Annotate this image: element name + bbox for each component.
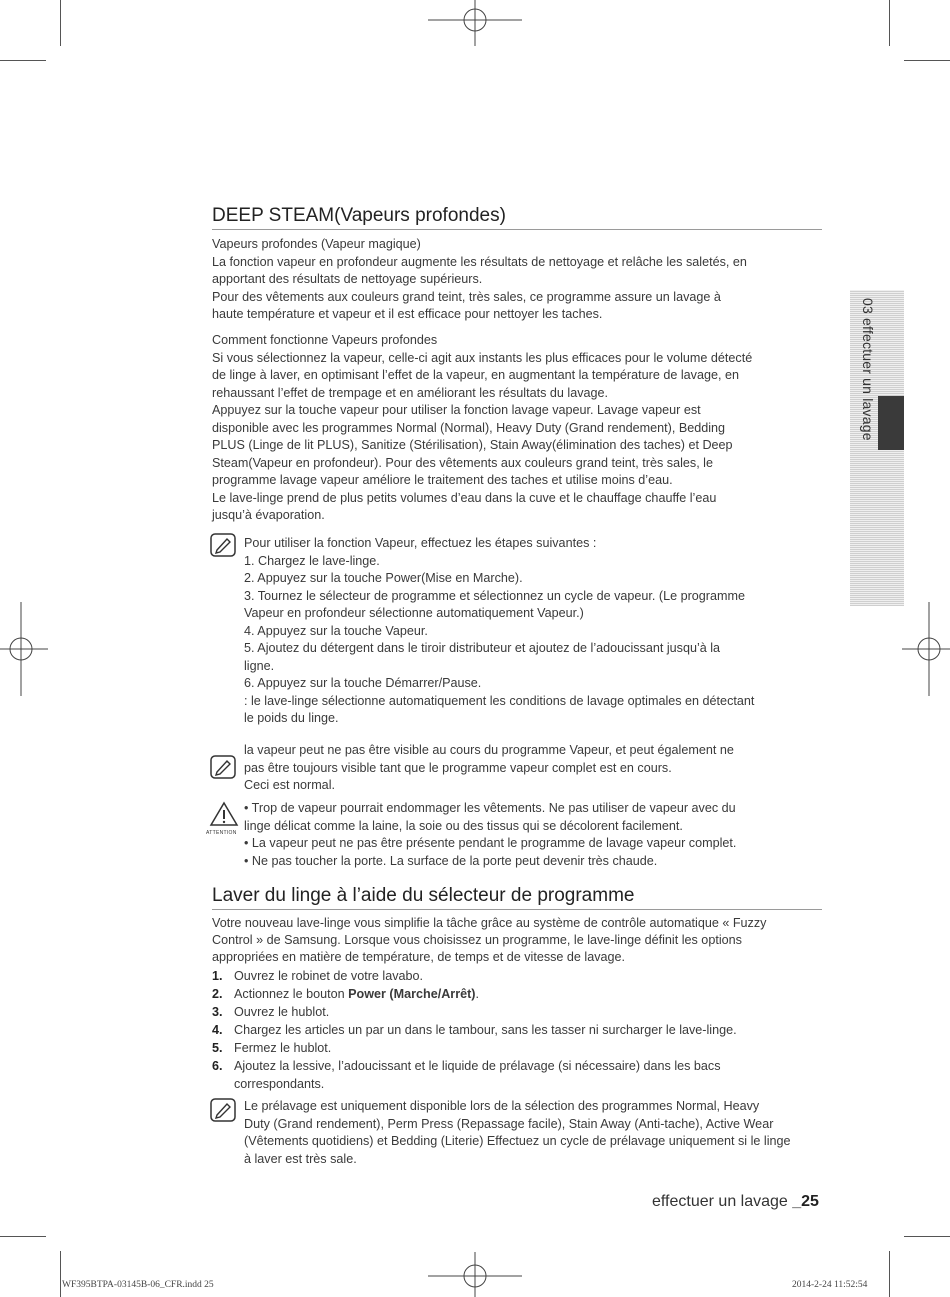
text-line: Pour utiliser la fonction Vapeur, effectuez les étapes suivantes : [244,536,597,550]
text-line: linge délicat comme la laine, la soie ou des tissus qui se décolorent facilement. [244,818,683,833]
step-number: 6. [212,1059,223,1073]
step-text: Ouvrez le hublot. [234,1005,330,1019]
footer-section-name: effectuer un lavage [652,1193,793,1210]
crop-mark [889,1251,890,1297]
step-number: 5. [212,1041,223,1055]
chapter-tab-label: 03 effectuer un lavage [860,298,876,441]
text-line: Duty (Grand rendement), Perm Press (Repassage facile), Stain Away (Anti-tache), Active Wear [244,1116,774,1131]
crop-mark [904,1236,950,1237]
text-line: 1. Chargez le lave-linge. [244,553,380,568]
text-line: Si vous sélectionnez la vapeur, celle-ci agit aux instants les plus efficaces pour le volume détecté [212,350,753,365]
registration-mark-top [428,0,522,48]
step-text: Ouvrez le robinet de votre lavabo. [234,969,424,983]
washing-steps-list [212,967,824,1093]
crop-mark [904,60,950,61]
text-line: • La vapeur peut ne pas être présente pendant le programme de lavage vapeur complet. [244,836,737,850]
text-line: disponible avec les programmes Normal (Normal), Heavy Duty (Grand rendement), Bedding [212,420,726,435]
step-text: Actionnez le bouton [234,987,349,1001]
text-line: Ceci est normal. [244,778,335,792]
step-number: 4. [212,1023,223,1037]
text-line: appropriées en matière de température, de temps et de vitesse de lavage. [212,950,626,964]
step-text-container [234,985,824,1003]
text-line: Vapeur en profondeur sélectionne automatiquement Vapeur.) [244,606,584,620]
text-line: Le lave-linge prend de plus petits volumes d’eau dans la cuve et le chauffage chauffe l’eau [212,490,717,505]
text-line: PLUS (Linge de lit PLUS), Sanitize (Stérilisation), Stain Away(élimination des taches) et Deep [212,438,733,452]
list-item [212,1057,824,1093]
note-pencil-icon [210,755,236,779]
text-line: (Vêtements quotidiens) et Bedding (Literie) Effectuez un cycle de prélavage uniquement si le linge [244,1134,791,1148]
crop-mark [0,1236,46,1237]
step-text-bold: Power (Marche/Arrêt) [348,987,476,1001]
page-number: _25 [792,1193,819,1210]
text-line: 6. Appuyez sur la touche Démarrer/Pause. [244,676,482,690]
text-line: Votre nouveau lave-linge vous simplifie la tâche grâce au système de contrôle automatique « Fuzzy [212,916,767,930]
text-line: ligne. [244,658,275,673]
note-pencil-icon [210,533,236,557]
text-line: Le prélavage est uniquement disponible lors de la sélection des programmes Normal, Heavy [244,1099,760,1113]
note-prewash [244,1098,824,1168]
text-line: pas être toujours visible tant que le programme vapeur complet est en cours. [244,760,672,775]
warning-label: ATTENTION [206,830,237,836]
text-line: • Ne pas toucher la porte. La surface de la porte peut devenir très chaude. [244,853,658,868]
text-line: à laver est très sale. [244,1151,357,1166]
text-line: : le lave-linge sélectionne automatiquement les conditions de lavage optimales en détectant [244,693,755,708]
registration-mark-bottom [428,1250,522,1297]
deep-steam-intro [212,236,824,324]
step-number: 1. [212,969,223,983]
section-title-deep-steam: DEEP STEAM(Vapeurs profondes) [212,204,822,230]
text-line: apportant des résultats de nettoyage supérieurs. [212,272,483,286]
program-selector-intro [212,915,824,966]
text-line: de linge à laver, en optimisant l’effet de la vapeur, en augmentant la température de lavage, en [212,368,739,382]
text-line: La fonction vapeur en profondeur augmente les résultats de nettoyage et relâche les saletés, en [212,254,747,269]
note-steam-visibility [244,742,824,795]
text-line: • Trop de vapeur pourrait endommager les vêtements. Ne pas utiliser de vapeur avec du [244,801,736,815]
list-item [212,985,824,1003]
crop-mark [889,0,890,46]
deep-steam-how-it-works [212,332,824,525]
text-line: 4. Appuyez sur la touche Vapeur. [244,623,428,638]
list-item [212,1021,824,1039]
step-text: Fermez le hublot. [234,1041,332,1055]
text-line: le poids du linge. [244,711,339,725]
registration-mark-right [902,602,950,696]
text-line: Control » de Samsung. Lorsque vous choisissez un programme, le lave-linge définit les options [212,933,742,947]
step-text: Ajoutez la lessive, l’adoucissant et le liquide de prélavage (si nécessaire) dans les bacs correspondants. [234,1059,721,1091]
text-line: programme lavage vapeur améliore le traitement des taches et utilise moins d’eau. [212,473,673,487]
print-slug-date: 2014-2-24 11:52:54 [792,1280,868,1290]
chapter-tab-marker [878,396,904,450]
step-text: Chargez les articles un par un dans le tambour, sans les tasser ni surcharger le lave-linge. [234,1023,737,1037]
warning-triangle-icon [209,801,239,829]
text-line: Comment fonctionne Vapeurs profondes [212,333,438,347]
registration-mark-left [0,602,48,696]
text-line: la vapeur peut ne pas être visible au cours du programme Vapeur, et peut également ne [244,743,734,757]
list-item [212,1039,824,1057]
section-title-program-selector: Laver du linge à l’aide du sélecteur de programme [212,884,822,910]
text-line: Appuyez sur la touche vapeur pour utiliser la fonction lavage vapeur. Lavage vapeur est [212,403,701,417]
step-text-after: . [475,987,479,1001]
text-line: 2. Appuyez sur la touche Power(Mise en Marche). [244,571,523,585]
text-line: Vapeurs profondes (Vapeur magique) [212,237,421,251]
text-line: 5. Ajoutez du détergent dans le tiroir distributeur et ajoutez de l’adoucissant jusqu’à la [244,641,721,655]
text-line: Pour des vêtements aux couleurs grand teint, très sales, ce programme assure un lavage à [212,289,721,304]
note-steam-steps [244,535,824,728]
crop-mark [60,0,61,46]
list-item [212,967,824,985]
list-item [212,1003,824,1021]
text-line: Steam(Vapeur en profondeur). Pour des vêtements aux couleurs grand teint, très sales, le [212,455,713,470]
text-line: rehaussant l’effet de trempage et en améliorant les résultats du lavage. [212,385,609,400]
text-line: haute température et vapeur et il est efficace pour nettoyer les taches. [212,307,603,321]
text-line: jusqu’à évaporation. [212,508,325,522]
crop-mark [60,1251,61,1297]
page-footer [652,1193,819,1211]
step-number: 2. [212,987,223,1001]
step-number: 3. [212,1005,223,1019]
text-line: 3. Tournez le sélecteur de programme et sélectionnez un cycle de vapeur. (Le programme [244,588,745,603]
note-pencil-icon [210,1098,236,1122]
warning-block [244,800,824,870]
print-slug-file: WF395BTPA-03145B-06_CFR.indd 25 [62,1280,214,1290]
crop-mark [0,60,46,61]
